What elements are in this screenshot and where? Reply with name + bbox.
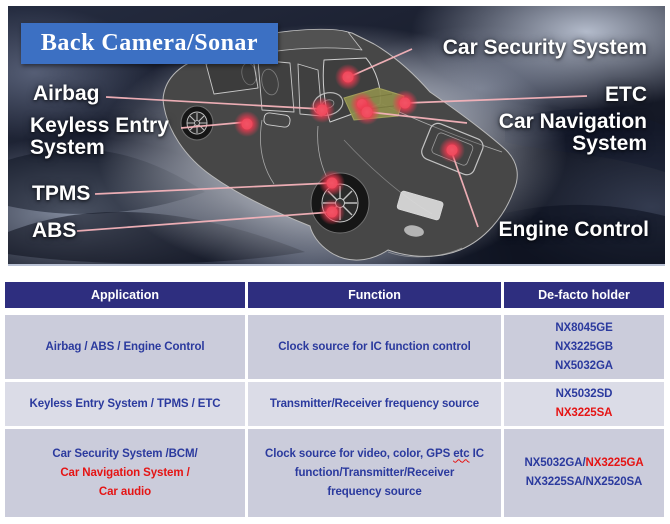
label-etc: ETC [605,83,647,106]
table-header-application: Application [5,282,245,308]
table-header-row [5,282,664,308]
label-engine-control: Engine Control [498,218,649,241]
table-row-keyless-tpms-etc [5,382,664,426]
etc-dot [392,90,418,116]
rear-wheel [181,106,213,140]
label-car-navigation-system: Car Navigation System [498,110,647,155]
keyless-dot [234,111,260,137]
airbag-dot [309,97,335,123]
table-header-defacto-holder: De-facto holder [504,282,664,308]
tpms-dot [319,170,345,196]
label-tpms: TPMS [32,182,91,205]
misspelled-etc: etc [453,447,470,460]
table-header-function: Function [248,282,501,308]
table-row-security-nav-audio [5,429,664,517]
cell-row2-function: Transmitter/Receiver frequency source [248,382,501,426]
label-abs: ABS [32,219,77,242]
label-keyless-entry-system: Keyless Entry System [30,114,169,159]
abs-dot [319,199,345,225]
nav-dot [354,99,380,125]
table-row-airbag-abs-engine [5,315,664,379]
application-table [5,282,664,517]
cell-row3-function: Clock source for video, color, GPS etc IC function/Transmitter/Receiver frequency source [248,429,501,517]
cell-row3-application: Car Security System /BCM/ Car Navigation System / Car audio [5,429,245,517]
cell-row1-function: Clock source for IC function control [248,315,501,379]
cell-row1-application: Airbag / ABS / Engine Control [5,315,245,379]
label-car-security-system: Car Security System [442,36,647,59]
car-diagram [8,6,665,266]
security-dot [335,64,361,90]
title-text: Back Camera/Sonar [40,30,259,56]
cell-row3-defacto: NX5032GA/NX3225GA NX3225SA/NX2520SA [504,429,664,517]
engine-control-dot [439,137,465,163]
cell-row2-application: Keyless Entry System / TPMS / ETC [5,382,245,426]
cell-row2-defacto: NX5032SD NX3225SA [504,382,664,426]
cell-row1-defacto: NX8045GE NX3225GB NX5032GA [504,315,664,379]
back-camera-sonar-title [21,23,278,64]
label-airbag: Airbag [33,82,100,105]
